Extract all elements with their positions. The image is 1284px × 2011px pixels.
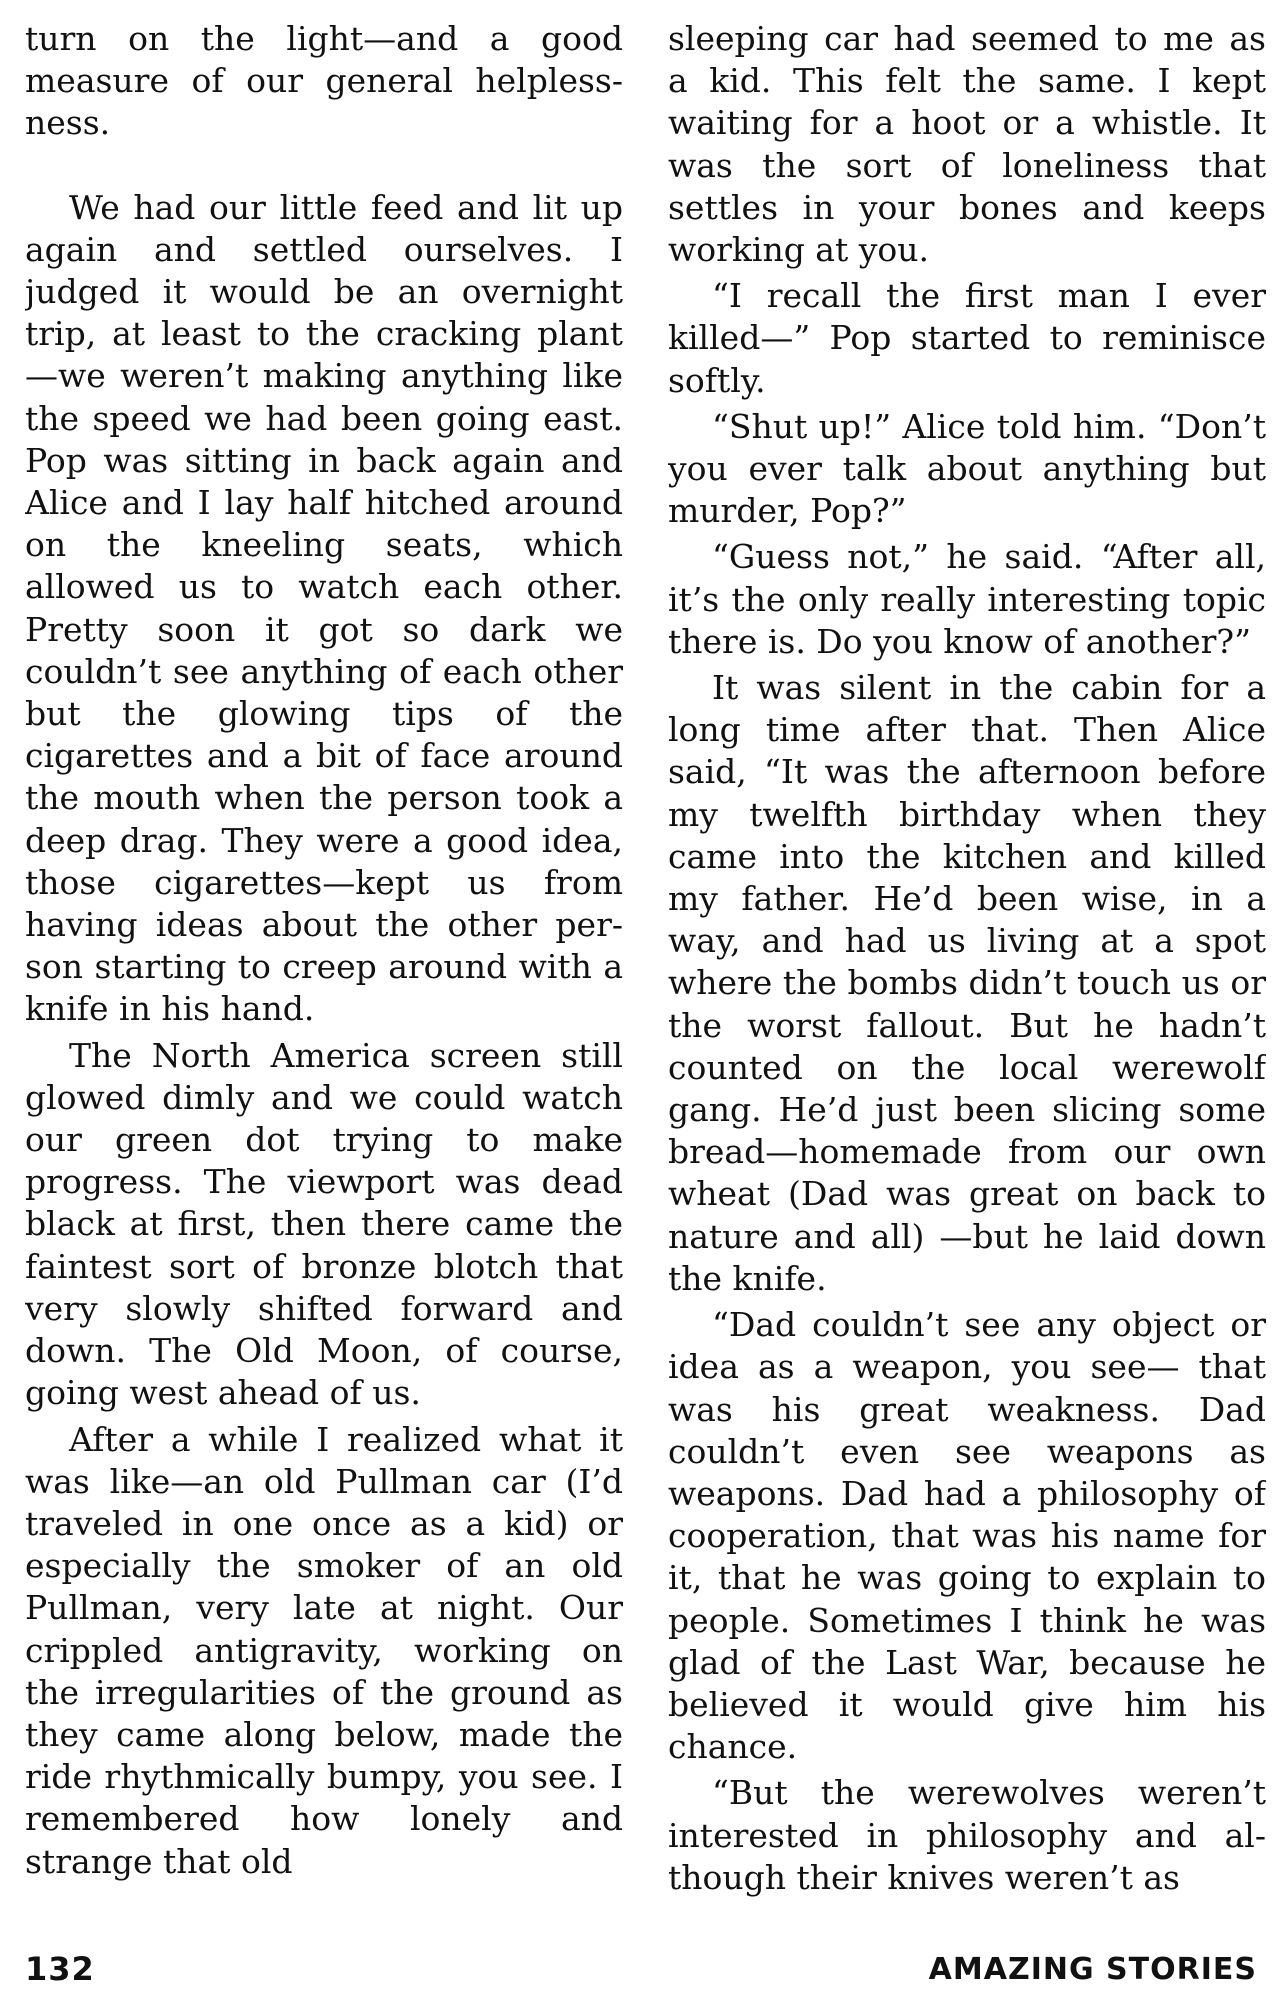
paragraph: “Dad couldn’t see any object or idea as a weapon, you see— that was his great weakness. Dad couldn’t even see weapons as weapons. Dad had a philosophy of cooperation, that was his name for it, that he was going to explain to people. Sometimes I think he was glad of the Last War, because he believed it would give him his chance. [668, 1305, 1266, 1767]
paragraph: “Guess not,” he said. “After all, it’s the only really interesting topic there is. Do you know of another?” [668, 537, 1266, 661]
paragraph: “I recall the first man I ever killed—” Pop started to reminisce softly. [668, 276, 1266, 400]
page-number: 132 [25, 1950, 95, 1988]
right-column [668, 18, 1266, 1923]
paragraph: It was silent in the cabin for a long time after that. Then Alice said, “It was the afternoon before my twelfth birthday when they came into the kitchen and killed my father. He’d been wise, in a way, and had us living at a spot where the bombs didn’t touch us or the worst fallout. But he hadn’t counted on the local werewolf gang. He’d just been slicing some bread—homemade from our own wheat (Dad was great on back to nature and all) —but he laid down the knife. [668, 668, 1266, 1298]
left-column [25, 18, 623, 1923]
page-footer [25, 1950, 1257, 1998]
paragraph: We had our little feed and lit up again and settled ourselves. I judged it would be an overnight trip, at least to the cracking plant—we weren’t making anything like the speed we had been going east. Pop was sitting in back again and Alice and I lay half hitched around on the kneeling seats, which allowed us to watch each other. Pretty soon it got so dark we couldn’t see anything of each other but the glowing tips of the cigarettes and a bit of face around the mouth when the person took a deep drag. They were a good idea, those cigarettes—kept us from having ideas about the other person starting to creep around with a knife in his hand. [25, 187, 623, 1029]
paragraph: sleeping car had seemed to me as a kid. This felt the same. I kept waiting for a hoot or a whistle. It was the sort of loneliness that settles in your bones and keeps working at you. [668, 19, 1266, 270]
paragraph: turn on the light—and a good measure of our general helplessness. [25, 19, 623, 143]
paragraph: The North America screen still glowed dimly and we could watch our green dot trying to make progress. The viewport was dead black at first, then there came the faintest sort of bronze blotch that very slowly shifted forward and down. The Old Moon, of course, going west ahead of us. [25, 1035, 623, 1413]
paragraph: “But the werewolves weren’t interested in philosophy and although their knives weren’t as [668, 1773, 1266, 1897]
magazine-title: AMAZING STORIES [928, 1952, 1257, 1987]
paragraph: “Shut up!” Alice told him. “Don’t you ever talk about anything but murder, Pop?” [668, 406, 1266, 531]
paragraph: After a while I realized what it was like—an old Pullman car (I’d traveled in one once as a kid) or especially the smoker of an old Pullman, very late at night. Our crippled antigravity, working on the irregularities of the ground as they came along below, made the ride rhythmically bumpy, you see. I remembered how lonely and strange that old [25, 1419, 623, 1881]
